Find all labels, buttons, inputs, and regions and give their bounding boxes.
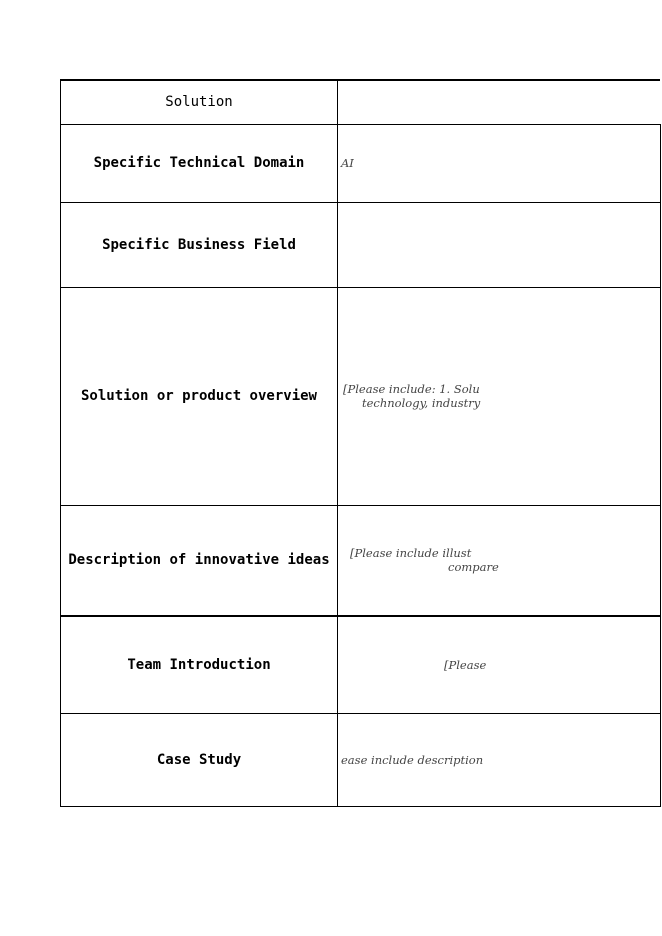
technical-domain-value: AI <box>341 156 354 170</box>
table-row <box>61 124 661 202</box>
technical-domain-label: Specific Technical Domain <box>93 155 305 171</box>
business-field-label-cell[interactable] <box>61 202 338 287</box>
innovative-ideas-value-line1: [Please include illust <box>350 546 472 561</box>
table-row <box>61 616 661 713</box>
header-value-cell[interactable] <box>338 80 661 124</box>
solution-form-table <box>60 79 661 807</box>
case-study-value-cell[interactable] <box>338 713 661 806</box>
team-intro-label: Team Introduction <box>127 656 271 673</box>
product-overview-value-line1: [Please include: 1. Solu <box>343 382 480 396</box>
header-label: Solution <box>165 94 233 111</box>
product-overview-label-cell[interactable] <box>61 287 338 505</box>
table-row <box>61 505 661 616</box>
header-label-cell[interactable] <box>61 80 338 124</box>
product-overview-label: Solution or product overview <box>80 388 317 404</box>
product-overview-value-cell[interactable] <box>338 287 661 505</box>
table-row <box>61 80 661 124</box>
innovative-ideas-value-cell[interactable] <box>338 505 661 616</box>
case-study-label: Case Study <box>156 751 242 768</box>
case-study-value: ease include description <box>341 752 484 767</box>
business-field-value-cell[interactable] <box>338 202 661 287</box>
table-row <box>61 202 661 287</box>
case-study-label-cell[interactable] <box>61 713 338 806</box>
table-row <box>61 287 661 505</box>
team-intro-value: [Please <box>444 657 487 672</box>
team-intro-value-cell[interactable] <box>338 616 661 713</box>
spreadsheet-table-area <box>60 79 499 807</box>
technical-domain-value-cell[interactable] <box>338 124 661 202</box>
product-overview-value-line2: technology, industry <box>362 396 481 410</box>
innovative-ideas-label: Description of innovative ideas <box>68 552 330 569</box>
innovative-ideas-label-cell[interactable] <box>61 505 338 616</box>
technical-domain-label-cell[interactable] <box>61 124 338 202</box>
innovative-ideas-value-line2: compare <box>448 560 499 575</box>
team-intro-label-cell[interactable] <box>61 616 338 713</box>
table-row <box>61 713 661 806</box>
business-field-label: Specific Business Field <box>102 236 296 253</box>
